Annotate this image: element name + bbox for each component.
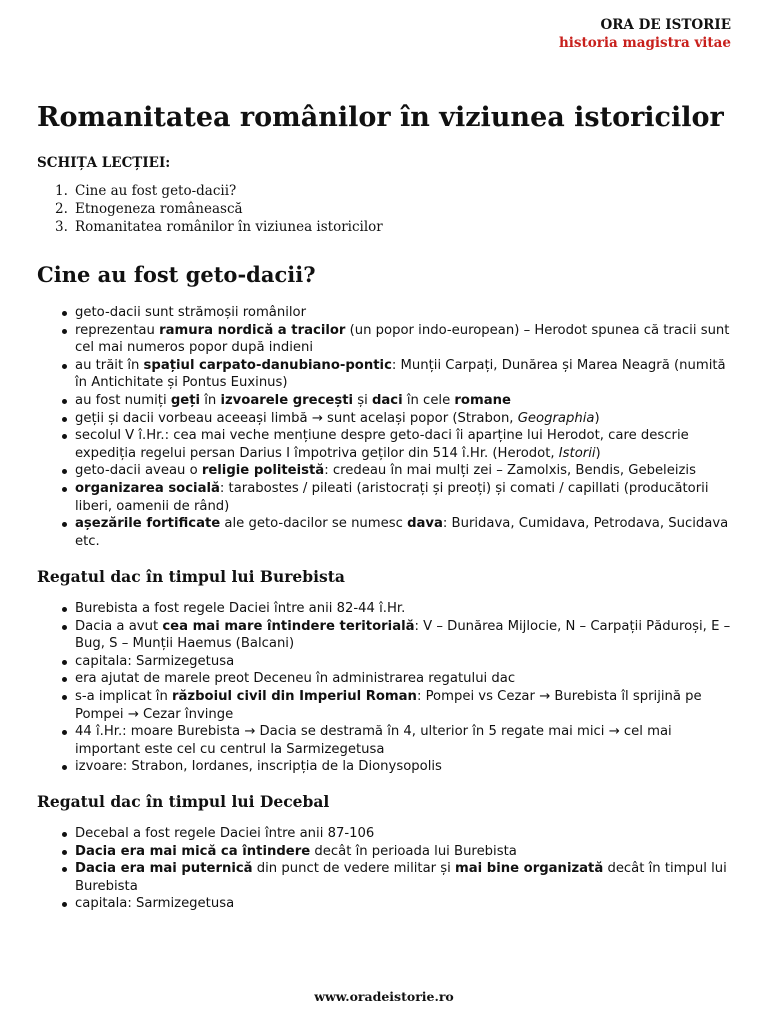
bullet-item: Burebista a fost regele Daciei între anii 82-44 î.Hr. <box>37 600 731 618</box>
bullet-item: capitala: Sarmizegetusa <box>37 895 731 913</box>
footer-website-link[interactable]: www.oradeistorie.ro <box>314 989 454 1004</box>
bullet-item: geto-dacii aveau o religie politeistă: credeau în mai mulți zei – Zamolxis, Bendis, Gebeleizis <box>37 462 731 480</box>
bullet-item: geto-dacii sunt strămoșii românilor <box>37 304 731 322</box>
lesson-outline-label: SCHIȚA LECȚIEI: <box>37 155 171 171</box>
brand-tagline: historia magistra vitae <box>558 35 731 51</box>
outline-item-number: 3. <box>55 219 68 235</box>
bullet-item: au trăit în spațiul carpato-danubiano-pontic: Munții Carpați, Dunărea și Marea Neagră (numită în Antichitate și Pontus Euxinus) <box>37 357 731 392</box>
bullet-item: reprezentau ramura nordică a tracilor (un popor indo-european) – Herodot spunea că tracii sunt cel mai numeros popor după indieni <box>37 322 731 357</box>
brand-title: ORA DE ISTORIE <box>600 17 731 33</box>
bullet-item: capitala: Sarmizegetusa <box>37 653 731 671</box>
bullet-item: s-a implicat în războiul civil din Imperiul Roman: Pompei vs Cezar → Burebista îl sprijină pe Pompei → Cezar învinge <box>37 688 731 723</box>
outline-item <box>37 218 383 236</box>
bullet-item: Dacia era mai puternică din punct de vedere militar și mai bine organizată decât în timpul lui Burebista <box>37 860 731 895</box>
geto-dacii-bullet-list <box>37 304 731 550</box>
bullet-item: era ajutat de marele preot Deceneu în administrarea regatului dac <box>37 670 731 688</box>
outline-item <box>37 200 383 218</box>
bullet-item: geții și dacii vorbeau aceeași limbă → sunt același popor (Strabon, Geographia) <box>37 410 731 428</box>
bullet-item: Dacia a avut cea mai mare întindere teritorială: V – Dunărea Mijlocie, N – Carpații Păduroși, E – Bug, S – Munții Haemus (Balcani) <box>37 618 731 653</box>
bullet-item: au fost numiți geți în izvoarele grecești și daci în cele romane <box>37 392 731 410</box>
burebista-bullet-list <box>37 600 731 776</box>
section-heading-burebista: Regatul dac în timpul lui Burebista <box>37 567 345 586</box>
lesson-outline-list <box>37 182 383 236</box>
outline-item-number: 1. <box>55 183 68 199</box>
bullet-item: Dacia era mai mică ca întindere decât în perioada lui Burebista <box>37 843 731 861</box>
page-title: Romanitatea românilor în viziunea istoricilor <box>37 102 724 133</box>
bullet-item: secolul V î.Hr.: cea mai veche mențiune despre geto-daci îi aparține lui Herodot, care descrie expediția regelui persan Darius I împotriva geților din 514 î.Hr. (Herodot, Istorii) <box>37 427 731 462</box>
section-heading-geto-dacii: Cine au fost geto-dacii? <box>37 262 316 287</box>
outline-item-text: Cine au fost geto-dacii? <box>75 183 237 199</box>
bullet-item: 44 î.Hr.: moare Burebista → Dacia se destramă în 4, ulterior în 5 regate mai mici → cel mai important este cel cu centrul la Sarmizegetusa <box>37 723 731 758</box>
decebal-bullet-list <box>37 825 731 913</box>
outline-item-text: Etnogeneza românească <box>75 201 243 217</box>
outline-item <box>37 182 383 200</box>
outline-item-number: 2. <box>55 201 68 217</box>
bullet-item: așezările fortificate ale geto-dacilor se numesc dava: Buridava, Cumidava, Petrodava, Sucidava etc. <box>37 515 731 550</box>
outline-item-text: Romanitatea românilor în viziunea istoricilor <box>75 219 383 235</box>
bullet-item: Decebal a fost regele Daciei între anii 87-106 <box>37 825 731 843</box>
site-brand <box>559 16 731 52</box>
bullet-item: izvoare: Strabon, Iordanes, inscripția de la Dionysopolis <box>37 758 731 776</box>
bullet-item: organizarea socială: tarabostes / pileati (aristocrați și preoți) și comati / capillati (producătorii liberi, oamenii de rând) <box>37 480 731 515</box>
section-heading-decebal: Regatul dac în timpul lui Decebal <box>37 792 330 811</box>
